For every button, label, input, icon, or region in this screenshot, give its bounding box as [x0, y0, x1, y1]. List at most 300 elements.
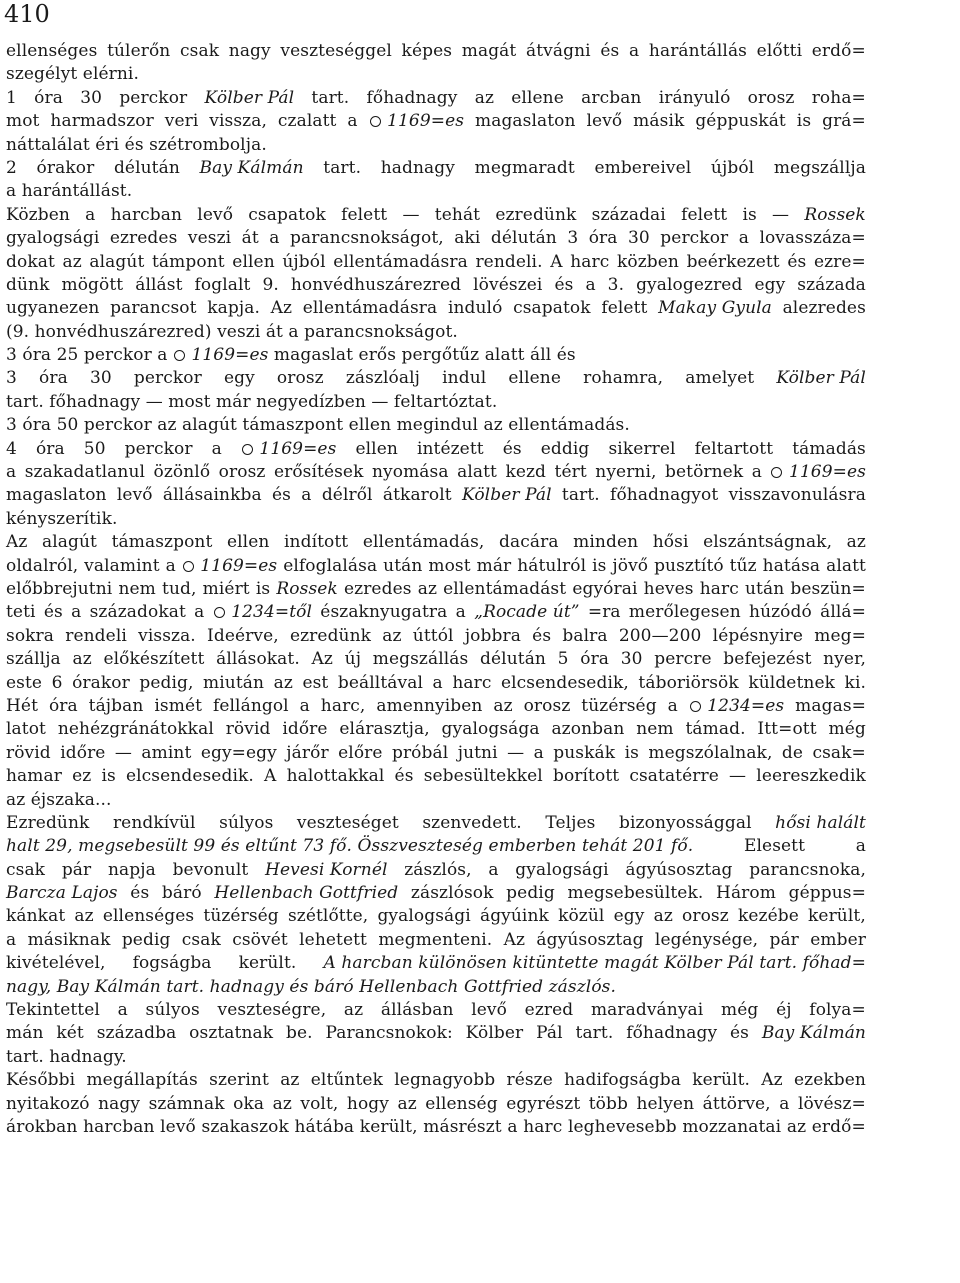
text-line	[6, 695, 866, 718]
word: óra	[48, 695, 78, 716]
word: alatt	[484, 345, 525, 366]
text-line	[6, 1116, 866, 1139]
word: miután	[203, 672, 265, 693]
text-line	[6, 40, 866, 63]
word: is	[742, 204, 757, 225]
elevation-point-icon	[183, 561, 194, 572]
word: sebesültekkel	[423, 766, 543, 787]
text-line	[6, 742, 866, 765]
word: pedig	[506, 883, 555, 904]
word: amennyiben	[376, 695, 483, 716]
text-line	[6, 251, 866, 274]
word: támpont	[152, 251, 225, 272]
word: súlyos	[145, 1000, 200, 1021]
word: a	[347, 111, 358, 132]
word: ellentámadást	[443, 578, 567, 599]
word: fogságba	[132, 953, 212, 974]
word: 1169=es	[173, 344, 269, 367]
word: hamar	[6, 766, 62, 787]
word: az	[62, 251, 82, 272]
word: harc	[699, 578, 739, 599]
word: harc	[570, 251, 610, 272]
word: súlyos	[219, 812, 274, 833]
word: borított	[552, 766, 620, 787]
word: puskák	[553, 742, 616, 763]
word: a	[6, 181, 17, 202]
word: járőr	[286, 742, 329, 763]
word: legnagyobb	[394, 1070, 496, 1091]
word: zászlóalj	[345, 368, 421, 389]
word: sokra	[6, 625, 55, 646]
word: után	[744, 578, 785, 599]
word: is	[101, 766, 116, 787]
word: lehetett	[299, 929, 367, 950]
word: maradványai	[590, 1000, 704, 1021]
word: ezredünk	[495, 204, 577, 225]
word: ágyúsosztag	[625, 859, 733, 880]
word: legénysége,	[654, 929, 759, 950]
word: szétrombolja.	[149, 134, 267, 155]
text-line	[6, 952, 866, 975]
word: és	[556, 345, 576, 366]
word: éj	[776, 1000, 792, 1021]
word: délután	[490, 228, 557, 249]
word: kezd	[505, 462, 547, 483]
word: is	[624, 742, 639, 763]
word: másrészt	[423, 1116, 502, 1137]
text-line	[6, 999, 866, 1022]
word: csak	[181, 929, 221, 950]
word: az	[786, 1116, 807, 1137]
word: egyórai	[572, 578, 638, 599]
word: 1234=től	[213, 601, 312, 624]
word: halottakkal	[286, 766, 385, 787]
text-line	[6, 1022, 866, 1045]
elevation-point-icon	[242, 444, 253, 455]
text-line	[6, 531, 866, 554]
word: Teljes	[545, 812, 596, 833]
word: a	[301, 485, 312, 506]
word: alatt	[826, 555, 866, 576]
word: betörnek	[665, 462, 744, 483]
word: a	[117, 1000, 128, 1021]
word: ágyúink	[479, 906, 549, 927]
word: és	[787, 251, 807, 272]
word: már	[215, 391, 251, 412]
word: gyalogsága	[441, 719, 540, 740]
word: csatatérre	[629, 766, 719, 787]
word: nyitakozó	[6, 1093, 90, 1114]
word: —	[114, 742, 132, 763]
word: magaslaton	[474, 111, 576, 132]
text-line	[6, 367, 866, 390]
word: halt 29, megsebesült 99 és eltűnt 73 fő. Összveszteség emberben tehát 201 fő.	[6, 836, 694, 857]
word: tüzérség	[581, 695, 657, 716]
word: támaszpont	[111, 532, 213, 553]
word: orosz	[747, 87, 795, 108]
word: 50	[56, 415, 79, 436]
word: ezred	[524, 1000, 574, 1021]
word: húzódó	[749, 602, 812, 623]
word: közben	[616, 251, 679, 272]
word: ez	[72, 766, 92, 787]
word: valamint	[84, 555, 160, 576]
text-line	[6, 157, 866, 180]
word: parancsot	[110, 298, 197, 319]
word: és	[532, 625, 552, 646]
word: magát	[461, 41, 517, 61]
word: fellángol	[212, 695, 289, 716]
word: jutni	[457, 742, 498, 763]
word: ellenség	[425, 1093, 498, 1114]
word: a	[165, 555, 176, 576]
word: át	[241, 228, 259, 249]
word: tart.	[311, 87, 350, 108]
word: szállja	[6, 649, 61, 670]
word: rövid	[225, 719, 271, 740]
word: került,	[808, 906, 866, 927]
word: 2	[6, 157, 17, 178]
word: és	[394, 766, 414, 787]
word: harc	[452, 672, 492, 693]
word: képes	[401, 41, 453, 61]
word: feltartóztat.	[393, 391, 498, 412]
word: =ra	[587, 602, 621, 623]
text-line	[6, 414, 866, 437]
word: ellentámadásra	[302, 298, 438, 319]
text-line	[6, 601, 866, 624]
word: induló	[447, 298, 503, 319]
text-line	[6, 344, 866, 367]
word: alatt	[457, 462, 497, 483]
word: átvágni	[526, 41, 591, 61]
word: századba	[96, 1023, 177, 1044]
word: harántállás	[648, 41, 748, 61]
word: 1	[6, 87, 17, 108]
word: dokat	[6, 251, 55, 272]
word: előtti	[756, 41, 803, 61]
word: megállapítás	[86, 1070, 198, 1091]
word: szétlőtte,	[287, 906, 369, 927]
word: támad.	[685, 719, 746, 740]
word: délről	[321, 485, 373, 506]
word: és	[130, 883, 150, 904]
word: veszi	[217, 321, 261, 342]
word: osztatnak	[189, 1023, 274, 1044]
word: megszállja	[773, 157, 866, 178]
word: azonban	[551, 719, 625, 740]
word: Az	[761, 1070, 783, 1091]
word: be.	[286, 1023, 313, 1044]
word: ellenséges	[102, 906, 195, 927]
word: nem	[118, 578, 156, 599]
word: a	[288, 321, 299, 342]
word: a	[269, 228, 280, 249]
word: 6	[51, 672, 63, 693]
word: magas=	[795, 695, 866, 716]
word: és	[600, 41, 620, 61]
word: küldetnek	[748, 672, 836, 693]
word: Hevesi Kornél	[265, 859, 388, 880]
word: egy	[754, 274, 786, 295]
word: embereivel	[594, 157, 692, 178]
word: tart.	[323, 157, 362, 178]
word: az	[280, 1070, 300, 1091]
word: perckor	[119, 87, 188, 108]
word: áttörve,	[702, 1093, 771, 1114]
word: az	[157, 415, 177, 436]
word: foglalt	[194, 274, 251, 295]
word: 30	[89, 368, 112, 389]
word: nyer,	[823, 649, 866, 670]
word: egy	[613, 906, 645, 927]
word: csak=	[812, 742, 866, 763]
text-line	[6, 180, 866, 203]
word: a	[533, 742, 544, 763]
word: 3	[6, 368, 17, 389]
word: Barcza Lajos	[6, 883, 118, 904]
text-line	[6, 63, 866, 86]
page-number: 410	[4, 0, 50, 28]
word: került,	[359, 1116, 418, 1137]
word: próbál	[391, 742, 449, 763]
text-line	[6, 976, 866, 999]
word: állásban	[380, 1000, 454, 1021]
word: levő	[471, 1000, 507, 1021]
word: (9.	[6, 321, 30, 342]
text-line	[6, 484, 866, 507]
word: két	[56, 1023, 84, 1044]
word: hősi halált	[775, 812, 866, 833]
word: hogy	[346, 1093, 389, 1114]
word: orosz	[218, 462, 266, 483]
word: időre	[282, 719, 328, 740]
text-line	[6, 227, 866, 250]
text-line	[6, 578, 866, 601]
word: 3.	[607, 274, 625, 295]
word: főhadnagy	[49, 391, 141, 412]
word: hősi	[652, 532, 689, 553]
word: ágyúsosztag	[536, 929, 644, 950]
word: előre	[338, 742, 383, 763]
word: állá=	[820, 602, 866, 623]
text-line	[6, 508, 866, 531]
word: északnyugatra	[320, 602, 448, 623]
word: lovasszáza=	[759, 228, 866, 249]
word: mot	[6, 111, 40, 132]
word: amint	[141, 742, 192, 763]
word: hatása	[762, 555, 821, 576]
word: mögött	[61, 274, 124, 295]
word: bevonult	[172, 859, 249, 880]
text-line	[6, 672, 866, 695]
word: honvédhuszárezred)	[34, 321, 212, 342]
word: Az	[6, 532, 28, 553]
word: perckor	[83, 345, 152, 366]
word: 4	[6, 438, 17, 459]
word: Kölber	[465, 1023, 524, 1044]
word: után	[383, 555, 423, 576]
word: tart.	[561, 485, 600, 506]
word: volt,	[300, 1093, 339, 1114]
word: rövid	[6, 742, 51, 763]
word: vissza,	[209, 111, 267, 132]
word: Bay Kálmán	[761, 1023, 866, 1044]
word: az	[273, 672, 293, 693]
elevation-point-icon	[690, 701, 701, 712]
word: ellenséges	[6, 41, 98, 61]
word: ezredes	[343, 578, 412, 599]
elevation-point-icon	[214, 607, 225, 618]
word: lépésnyire	[712, 625, 803, 646]
word: főhadnagyot	[610, 485, 719, 506]
word: dacára	[499, 532, 559, 553]
word: indul	[442, 368, 487, 389]
word: zászlósok	[410, 883, 494, 904]
word: hátába	[294, 1116, 355, 1137]
word: Az	[503, 929, 526, 950]
word: ugyanezen	[6, 298, 100, 319]
word: Ezredünk	[6, 812, 90, 833]
word: orosz	[276, 368, 324, 389]
word: átkarolt	[382, 485, 452, 506]
word: úttól	[412, 625, 454, 646]
word: a	[751, 462, 762, 483]
word: ezredes	[109, 228, 178, 249]
word: nehézgránátokkal	[57, 719, 214, 740]
word: pedig	[121, 929, 171, 950]
word: délután	[113, 157, 180, 178]
word: 50	[83, 438, 106, 459]
word: veri	[164, 111, 199, 132]
text-line	[6, 835, 866, 858]
word: szegélyt	[6, 64, 78, 85]
word: csak	[6, 859, 46, 880]
word: 1169=es	[369, 110, 465, 133]
word: Kölber Pál	[204, 87, 295, 108]
word: oldalról,	[6, 555, 79, 576]
word: Elesett	[743, 836, 806, 857]
word: tűz	[729, 555, 757, 576]
word: Tekintettel	[6, 1000, 100, 1021]
word: A	[264, 766, 277, 787]
word: ellentámadásra	[333, 251, 468, 272]
word: a	[855, 836, 866, 857]
text-line	[6, 1093, 866, 1116]
word: az	[653, 906, 673, 927]
word: zászlós,	[404, 859, 472, 880]
text-line	[6, 274, 866, 297]
word: Kölber Pál	[776, 368, 866, 389]
word: tüzérség	[203, 906, 279, 927]
word: új	[344, 649, 362, 670]
word: ellen	[232, 251, 275, 272]
text-line	[6, 718, 866, 741]
word: nem	[636, 719, 674, 740]
word: pár	[61, 859, 92, 880]
word: csapatok	[513, 298, 591, 319]
word: kezébe	[737, 906, 799, 927]
word: 30	[627, 228, 650, 249]
word: elcsendesedik,	[500, 672, 629, 693]
word: a	[667, 695, 678, 716]
word: pár	[769, 929, 799, 950]
word: és	[502, 438, 522, 459]
word: az	[72, 649, 92, 670]
word: felett	[601, 298, 648, 319]
word: Rossek	[804, 204, 866, 225]
word: tud,	[162, 578, 197, 599]
word: 1169=es	[241, 438, 337, 461]
word: előkészített	[103, 649, 205, 670]
word: tért	[554, 462, 587, 483]
word: tájban	[88, 695, 144, 716]
word: másik	[633, 111, 685, 132]
word: 1234=es	[689, 695, 785, 718]
text-line	[6, 461, 866, 484]
word: veszteséget	[296, 812, 399, 833]
word: lövész=	[797, 1093, 866, 1114]
word: hadifogságba	[564, 1070, 681, 1091]
word: beálltával	[337, 672, 423, 693]
text-line	[6, 134, 866, 157]
word: aki	[454, 228, 481, 249]
word: harántállást.	[21, 181, 133, 202]
word: a	[585, 274, 596, 295]
word: veszteségre,	[217, 1000, 327, 1021]
word: feltartott	[694, 438, 774, 459]
word: a	[488, 859, 499, 880]
word: délután	[480, 649, 546, 670]
word: heves	[643, 578, 694, 599]
word: felett	[341, 204, 388, 225]
word: már	[476, 555, 512, 576]
word: —	[772, 204, 790, 225]
word: százada	[797, 274, 866, 295]
word: a	[507, 1116, 518, 1137]
word: kapja.	[207, 298, 260, 319]
word: ellen	[226, 532, 270, 553]
word: leereszkedik	[756, 766, 866, 787]
word: 200—200	[618, 625, 702, 646]
word: alezredes	[782, 298, 866, 319]
word: folya=	[809, 1000, 866, 1021]
word: Három	[716, 883, 776, 904]
word: a	[6, 929, 17, 950]
word: perckor	[83, 415, 152, 436]
word: géppus=	[788, 883, 866, 904]
word: befejezést	[723, 649, 812, 670]
word: az	[846, 532, 866, 553]
word: pedig,	[139, 672, 194, 693]
elevation-point-icon	[771, 467, 782, 478]
word: túlerőn	[107, 41, 171, 61]
word: orosz	[523, 695, 571, 716]
word: szakadatlanul	[24, 462, 146, 483]
word: előbbrejutni	[6, 578, 113, 599]
word: is	[796, 111, 812, 132]
word: negyedízben	[256, 391, 366, 412]
word: az	[397, 1093, 417, 1114]
text-line	[6, 648, 866, 671]
word: át	[265, 321, 283, 342]
word: az	[74, 906, 94, 927]
word: a	[157, 345, 168, 366]
word: indított	[284, 532, 349, 553]
word: vissza.	[138, 625, 196, 646]
word: honvédhuszárezred	[290, 274, 462, 295]
text-line	[6, 321, 866, 344]
